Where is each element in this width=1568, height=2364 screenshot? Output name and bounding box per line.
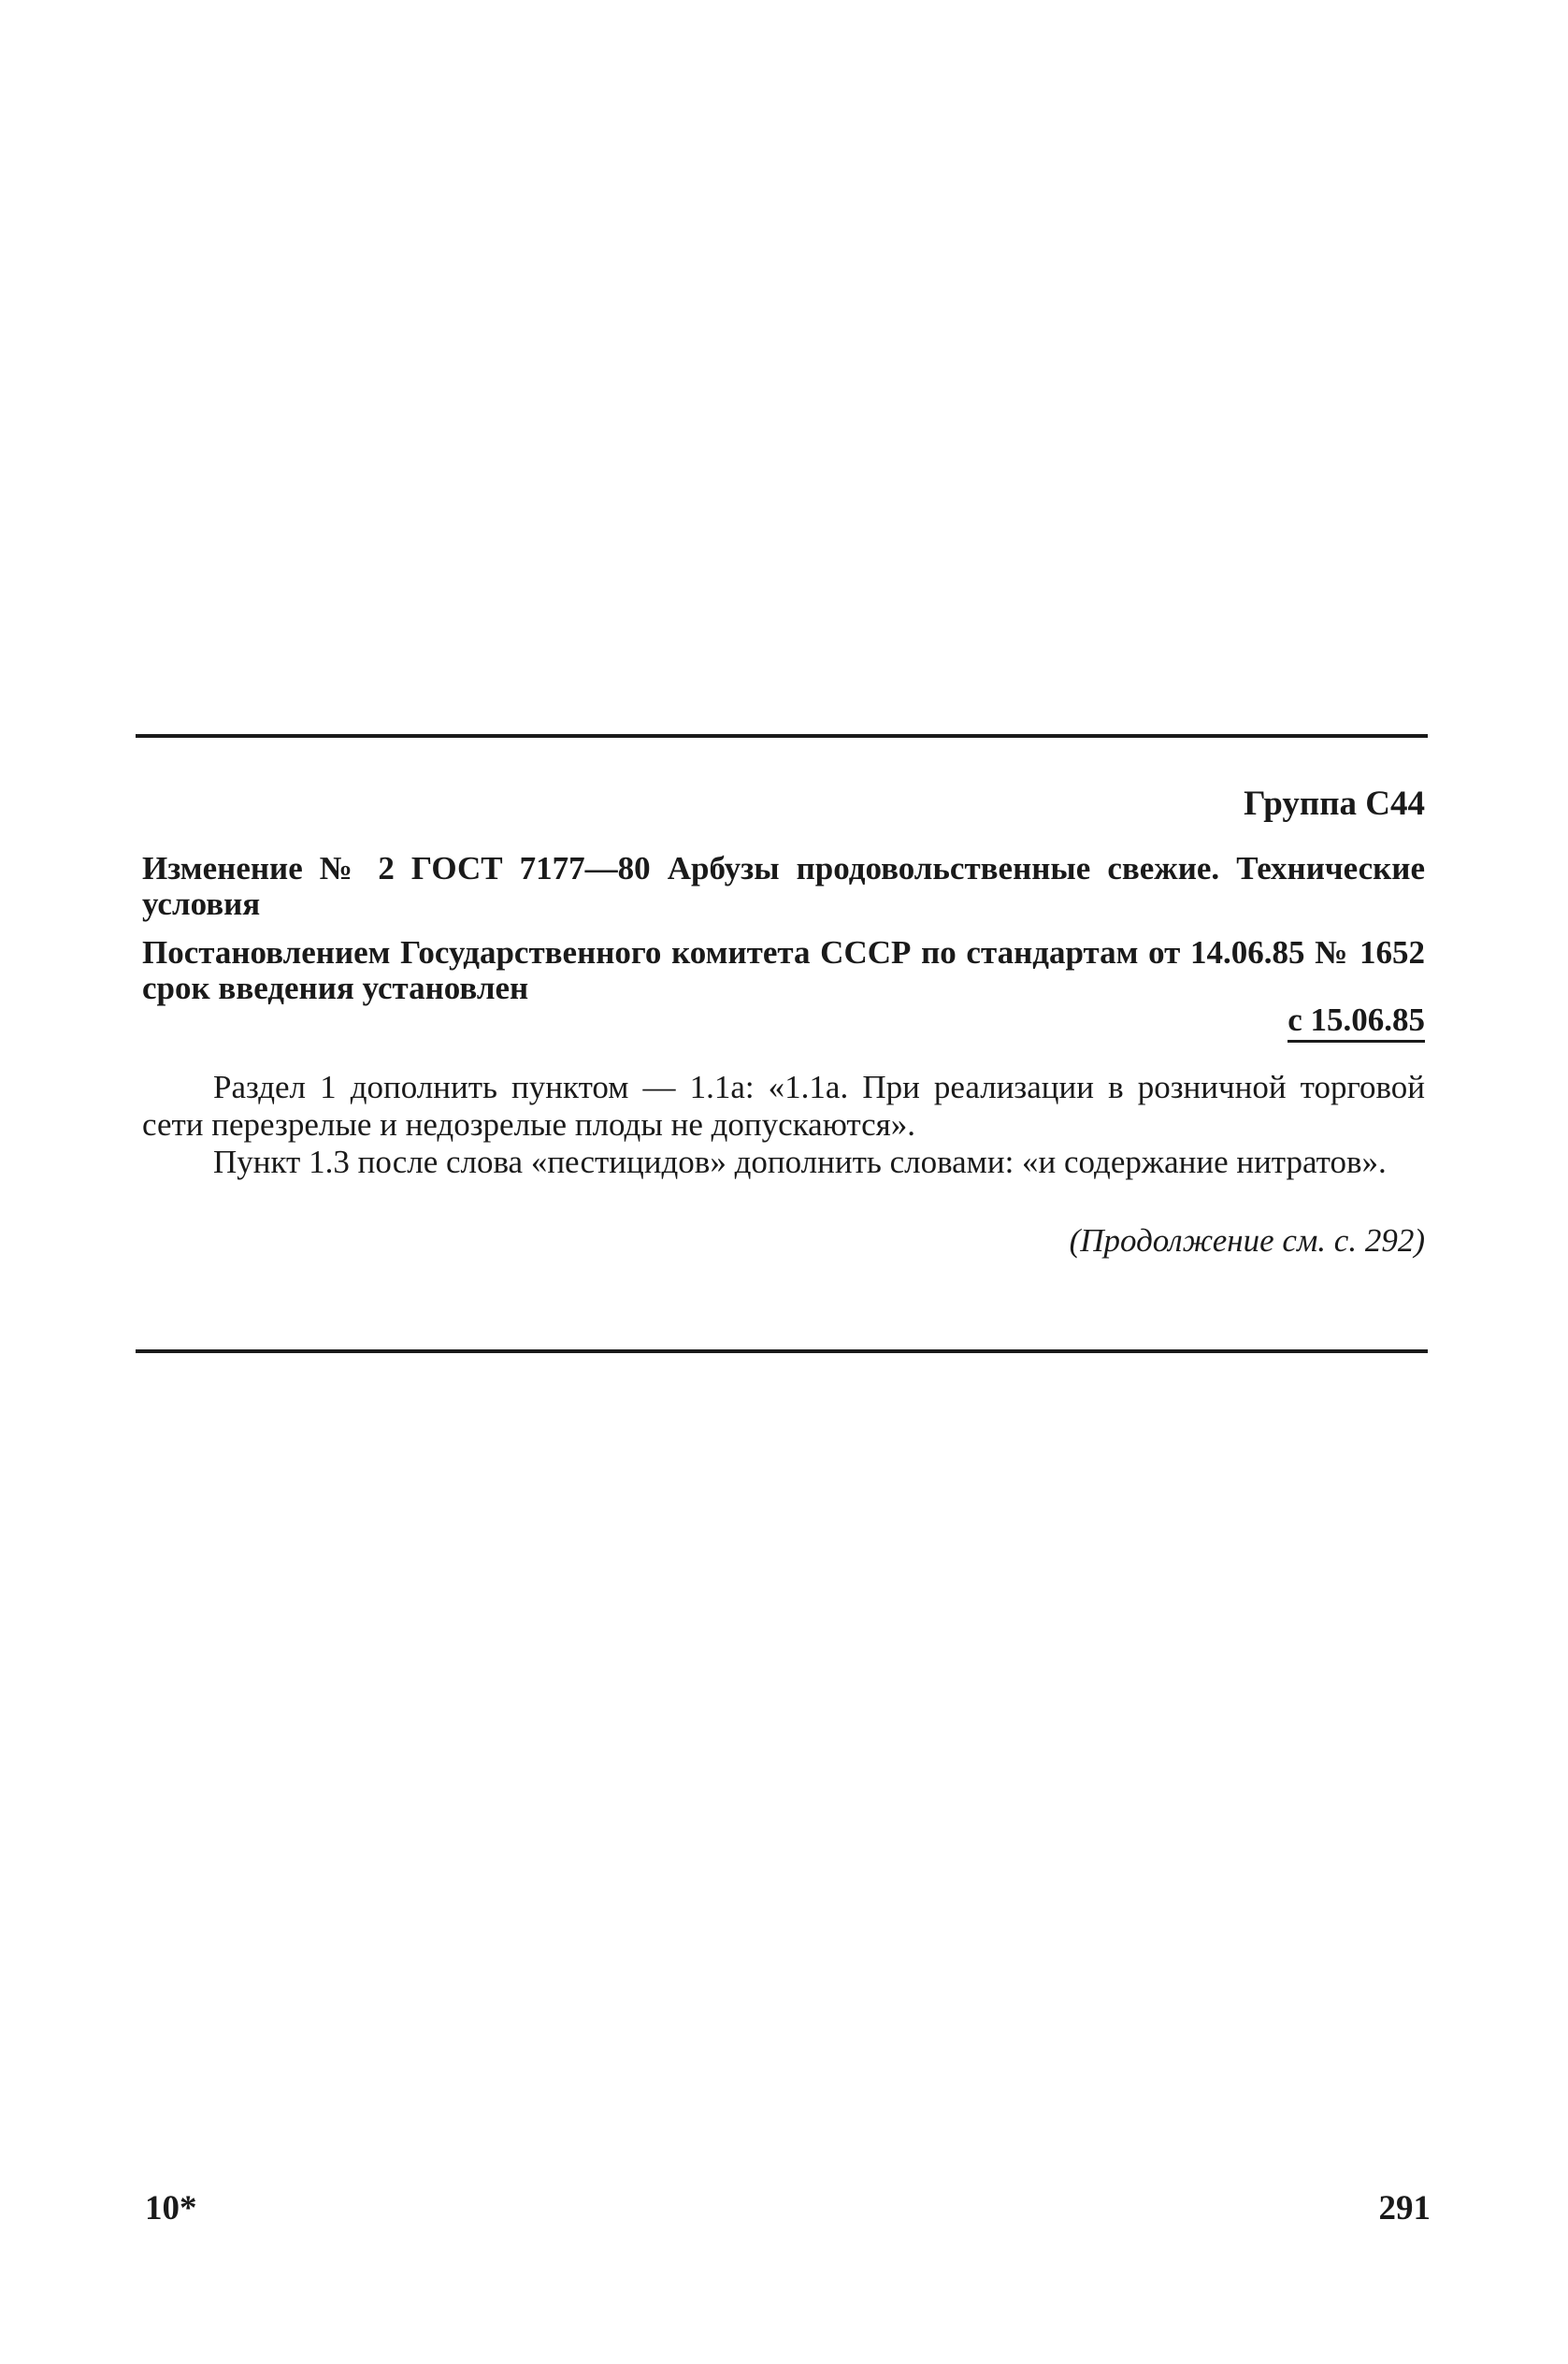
effective-date <box>142 1001 1425 1040</box>
bottom-divider <box>136 1349 1428 1353</box>
effective-date-value: с 15.06.85 <box>1287 1002 1425 1043</box>
amendment-body <box>142 1069 1425 1181</box>
footer-signature: 10* <box>145 2189 197 2227</box>
top-divider <box>136 734 1428 738</box>
page-number: 291 <box>1378 2189 1431 2227</box>
decree-text: Постановлением Государственного комитета СССР по стандартам от 14.06.85 № 1652 срок введения установлен <box>142 934 1425 1006</box>
group-label: Группа С44 <box>1244 785 1425 823</box>
paragraph-1: Раздел 1 дополнить пунктом — 1.1а: «1.1а. При реализации в розничной торговой сети перезрелые и недозрелые плоды не допускаются». <box>142 1069 1425 1143</box>
continued-note: (Продолжение см. с. 292) <box>1069 1222 1425 1259</box>
document-title: Изменение № 2 ГОСТ 7177—80 Арбузы продовольственные свежие. Технические условия <box>142 850 1425 922</box>
paragraph-2: Пункт 1.3 после слова «пестицидов» дополнить словами: «и содержание нитратов». <box>213 1144 1387 1180</box>
